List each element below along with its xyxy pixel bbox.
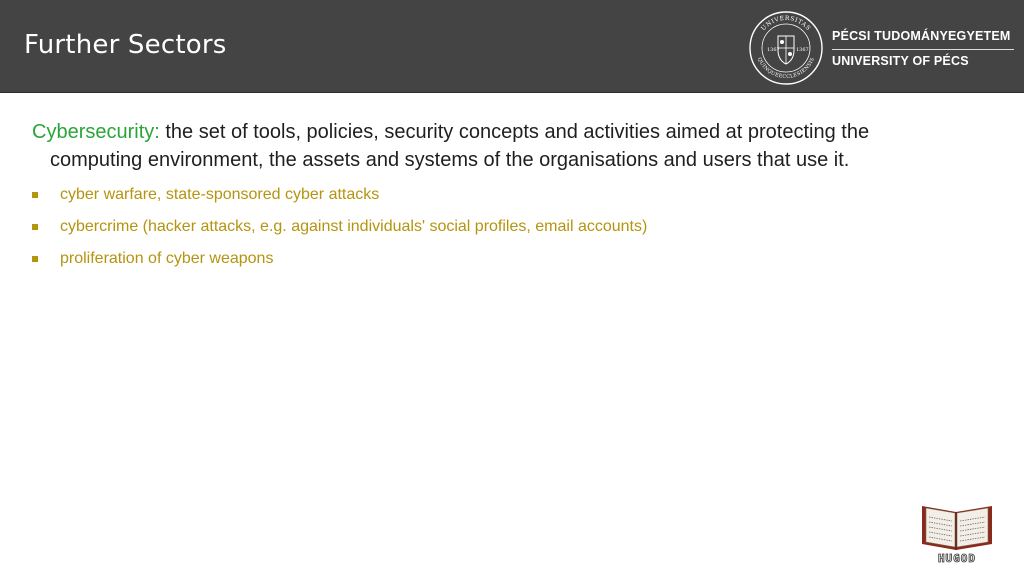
slide-title: Further Sectors <box>24 30 227 60</box>
svg-text:UNIVERSITAS: UNIVERSITAS <box>760 14 812 33</box>
definition-term: Cybersecurity: <box>32 121 160 143</box>
svg-text:1367: 1367 <box>796 47 809 53</box>
list-item <box>32 184 952 206</box>
slide-body <box>32 118 952 280</box>
svg-text:QUINQUEECCLESIENSIS: QUINQUEECCLESIENSIS <box>755 56 817 81</box>
university-seal-icon <box>748 10 824 86</box>
square-bullet-icon <box>32 256 38 262</box>
university-logo <box>748 10 1016 82</box>
list-item <box>32 248 952 270</box>
university-name-hu: PÉCSI TUDOMÁNYEGYETEM <box>832 28 1014 50</box>
definition-paragraph <box>32 118 952 174</box>
hugod-book-logo <box>918 498 996 566</box>
university-name-en: UNIVERSITY OF PÉCS <box>832 54 969 68</box>
svg-text:1367: 1367 <box>767 47 780 53</box>
svg-text:HUGOD: HUGOD <box>937 552 977 565</box>
slide-header <box>0 0 1024 93</box>
definition-text: the set of tools, policies, security concepts and activities aimed at protecting the computing environment, the assets and systems of the organisations and users that use it. <box>50 121 870 171</box>
square-bullet-icon <box>32 192 38 198</box>
university-name <box>832 28 1014 70</box>
bullet-text: cyber warfare, state-sponsored cyber attacks <box>60 186 380 203</box>
list-item <box>32 216 952 238</box>
bullet-text: cybercrime (hacker attacks, e.g. against individuals' social profiles, email accounts) <box>60 218 648 235</box>
square-bullet-icon <box>32 224 38 230</box>
bullet-text: proliferation of cyber weapons <box>60 250 274 267</box>
bullet-list <box>32 184 952 270</box>
